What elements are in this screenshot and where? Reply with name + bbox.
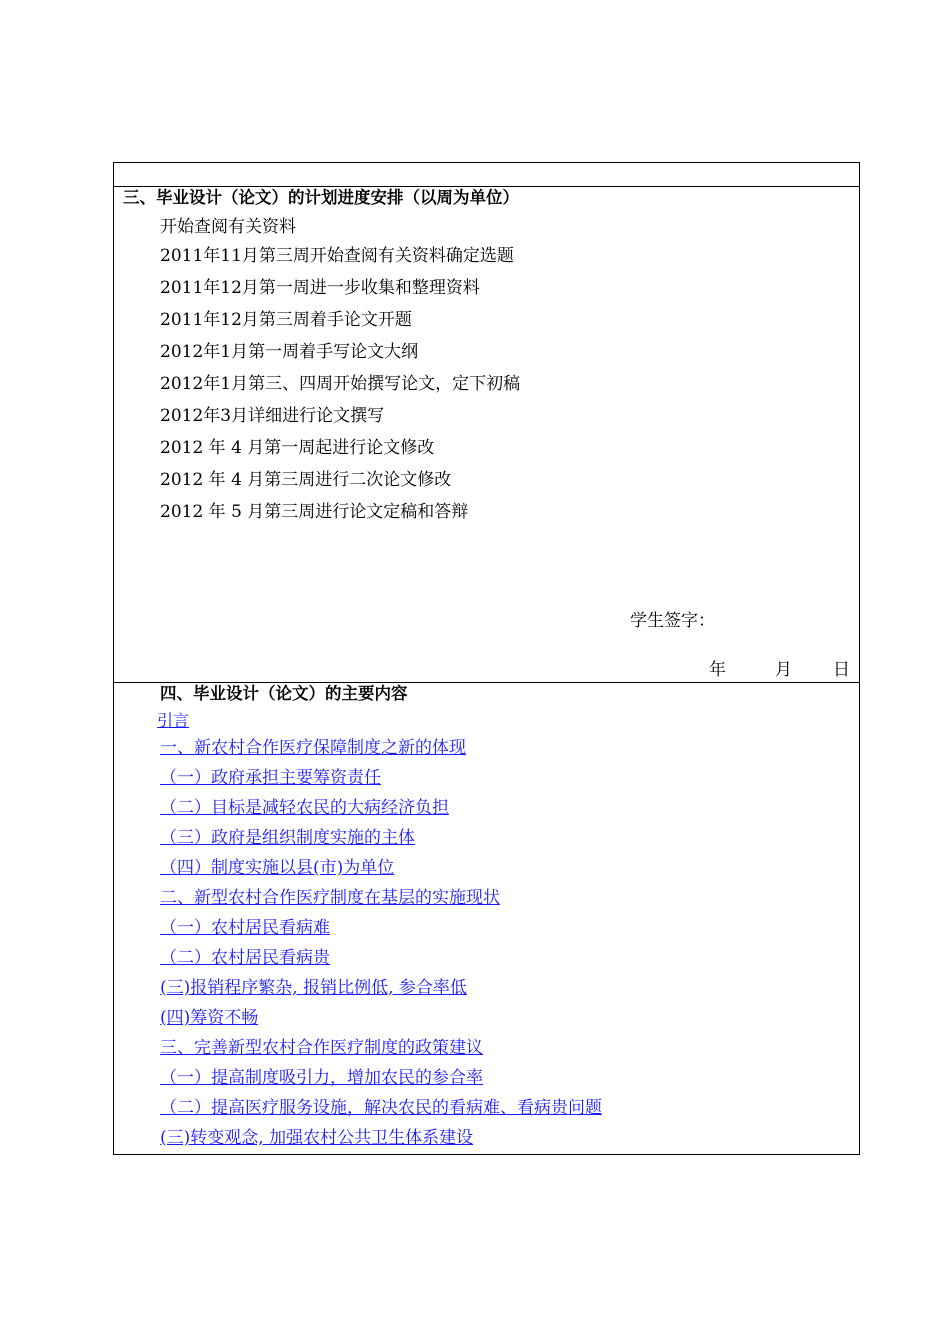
schedule-item: 2012年3月详细进行论文撰写 (160, 406, 385, 426)
date-day: 日 (833, 660, 850, 680)
date-month: 月 (775, 660, 792, 680)
schedule-item: 2012年1月第三、四周开始撰写论文，定下初稿 (160, 374, 521, 394)
toc-link[interactable]: （一）农村居民看病难 (160, 918, 330, 938)
schedule-item: 2012 年 5 月第三周进行论文定稿和答辩 (160, 502, 469, 522)
schedule-item: 2011年12月第三周着手论文开题 (160, 310, 412, 330)
toc-link-intro[interactable]: 引言 (157, 711, 190, 730)
toc-link[interactable]: 二、新型农村合作医疗制度在基层的实施现状 (160, 888, 500, 908)
section3-heading: 三、毕业设计（论文）的计划进度安排（以周为单位） (123, 188, 519, 207)
schedule-item: 2011年12月第一周进一步收集和整理资料 (160, 278, 480, 298)
schedule-item: 2011年11月第三周开始查阅有关资料确定选题 (160, 246, 514, 266)
toc-link[interactable]: （一）政府承担主要筹资责任 (160, 768, 381, 788)
toc-link[interactable]: （二）目标是减轻农民的大病经济负担 (160, 798, 449, 818)
toc-link[interactable]: (四)筹资不畅 (160, 1008, 259, 1028)
toc-link[interactable]: （一）提高制度吸引力，增加农民的参合率 (160, 1068, 483, 1088)
toc-link[interactable]: （二）提高医疗服务设施，解决农民的看病难、看病贵问题 (160, 1098, 602, 1118)
toc-link[interactable]: （四）制度实施以县(市)为单位 (160, 858, 395, 878)
schedule-item: 2012年1月第一周着手写论文大纲 (160, 342, 419, 362)
signature-label: 学生签字： (630, 611, 715, 631)
date-year: 年 (709, 660, 726, 680)
schedule-item: 开始查阅有关资料 (160, 217, 296, 237)
toc-link[interactable]: 三、完善新型农村合作医疗制度的政策建议 (160, 1038, 483, 1058)
toc-link[interactable]: (三)报销程序繁杂, 报销比例低, 参合率低 (160, 978, 467, 998)
schedule-item: 2012 年 4 月第三周进行二次论文修改 (160, 470, 452, 490)
schedule-item: 2012 年 4 月第一周起进行论文修改 (160, 438, 435, 458)
toc-link[interactable]: （三）政府是组织制度实施的主体 (160, 828, 415, 848)
toc-link[interactable]: （二）农村居民看病贵 (160, 948, 330, 968)
toc-link[interactable]: 一、新农村合作医疗保障制度之新的体现 (160, 738, 466, 758)
section4-heading: 四、毕业设计（论文）的主要内容 (160, 684, 408, 703)
toc-link[interactable]: (三)转变观念, 加强农村公共卫生体系建设 (160, 1128, 474, 1148)
